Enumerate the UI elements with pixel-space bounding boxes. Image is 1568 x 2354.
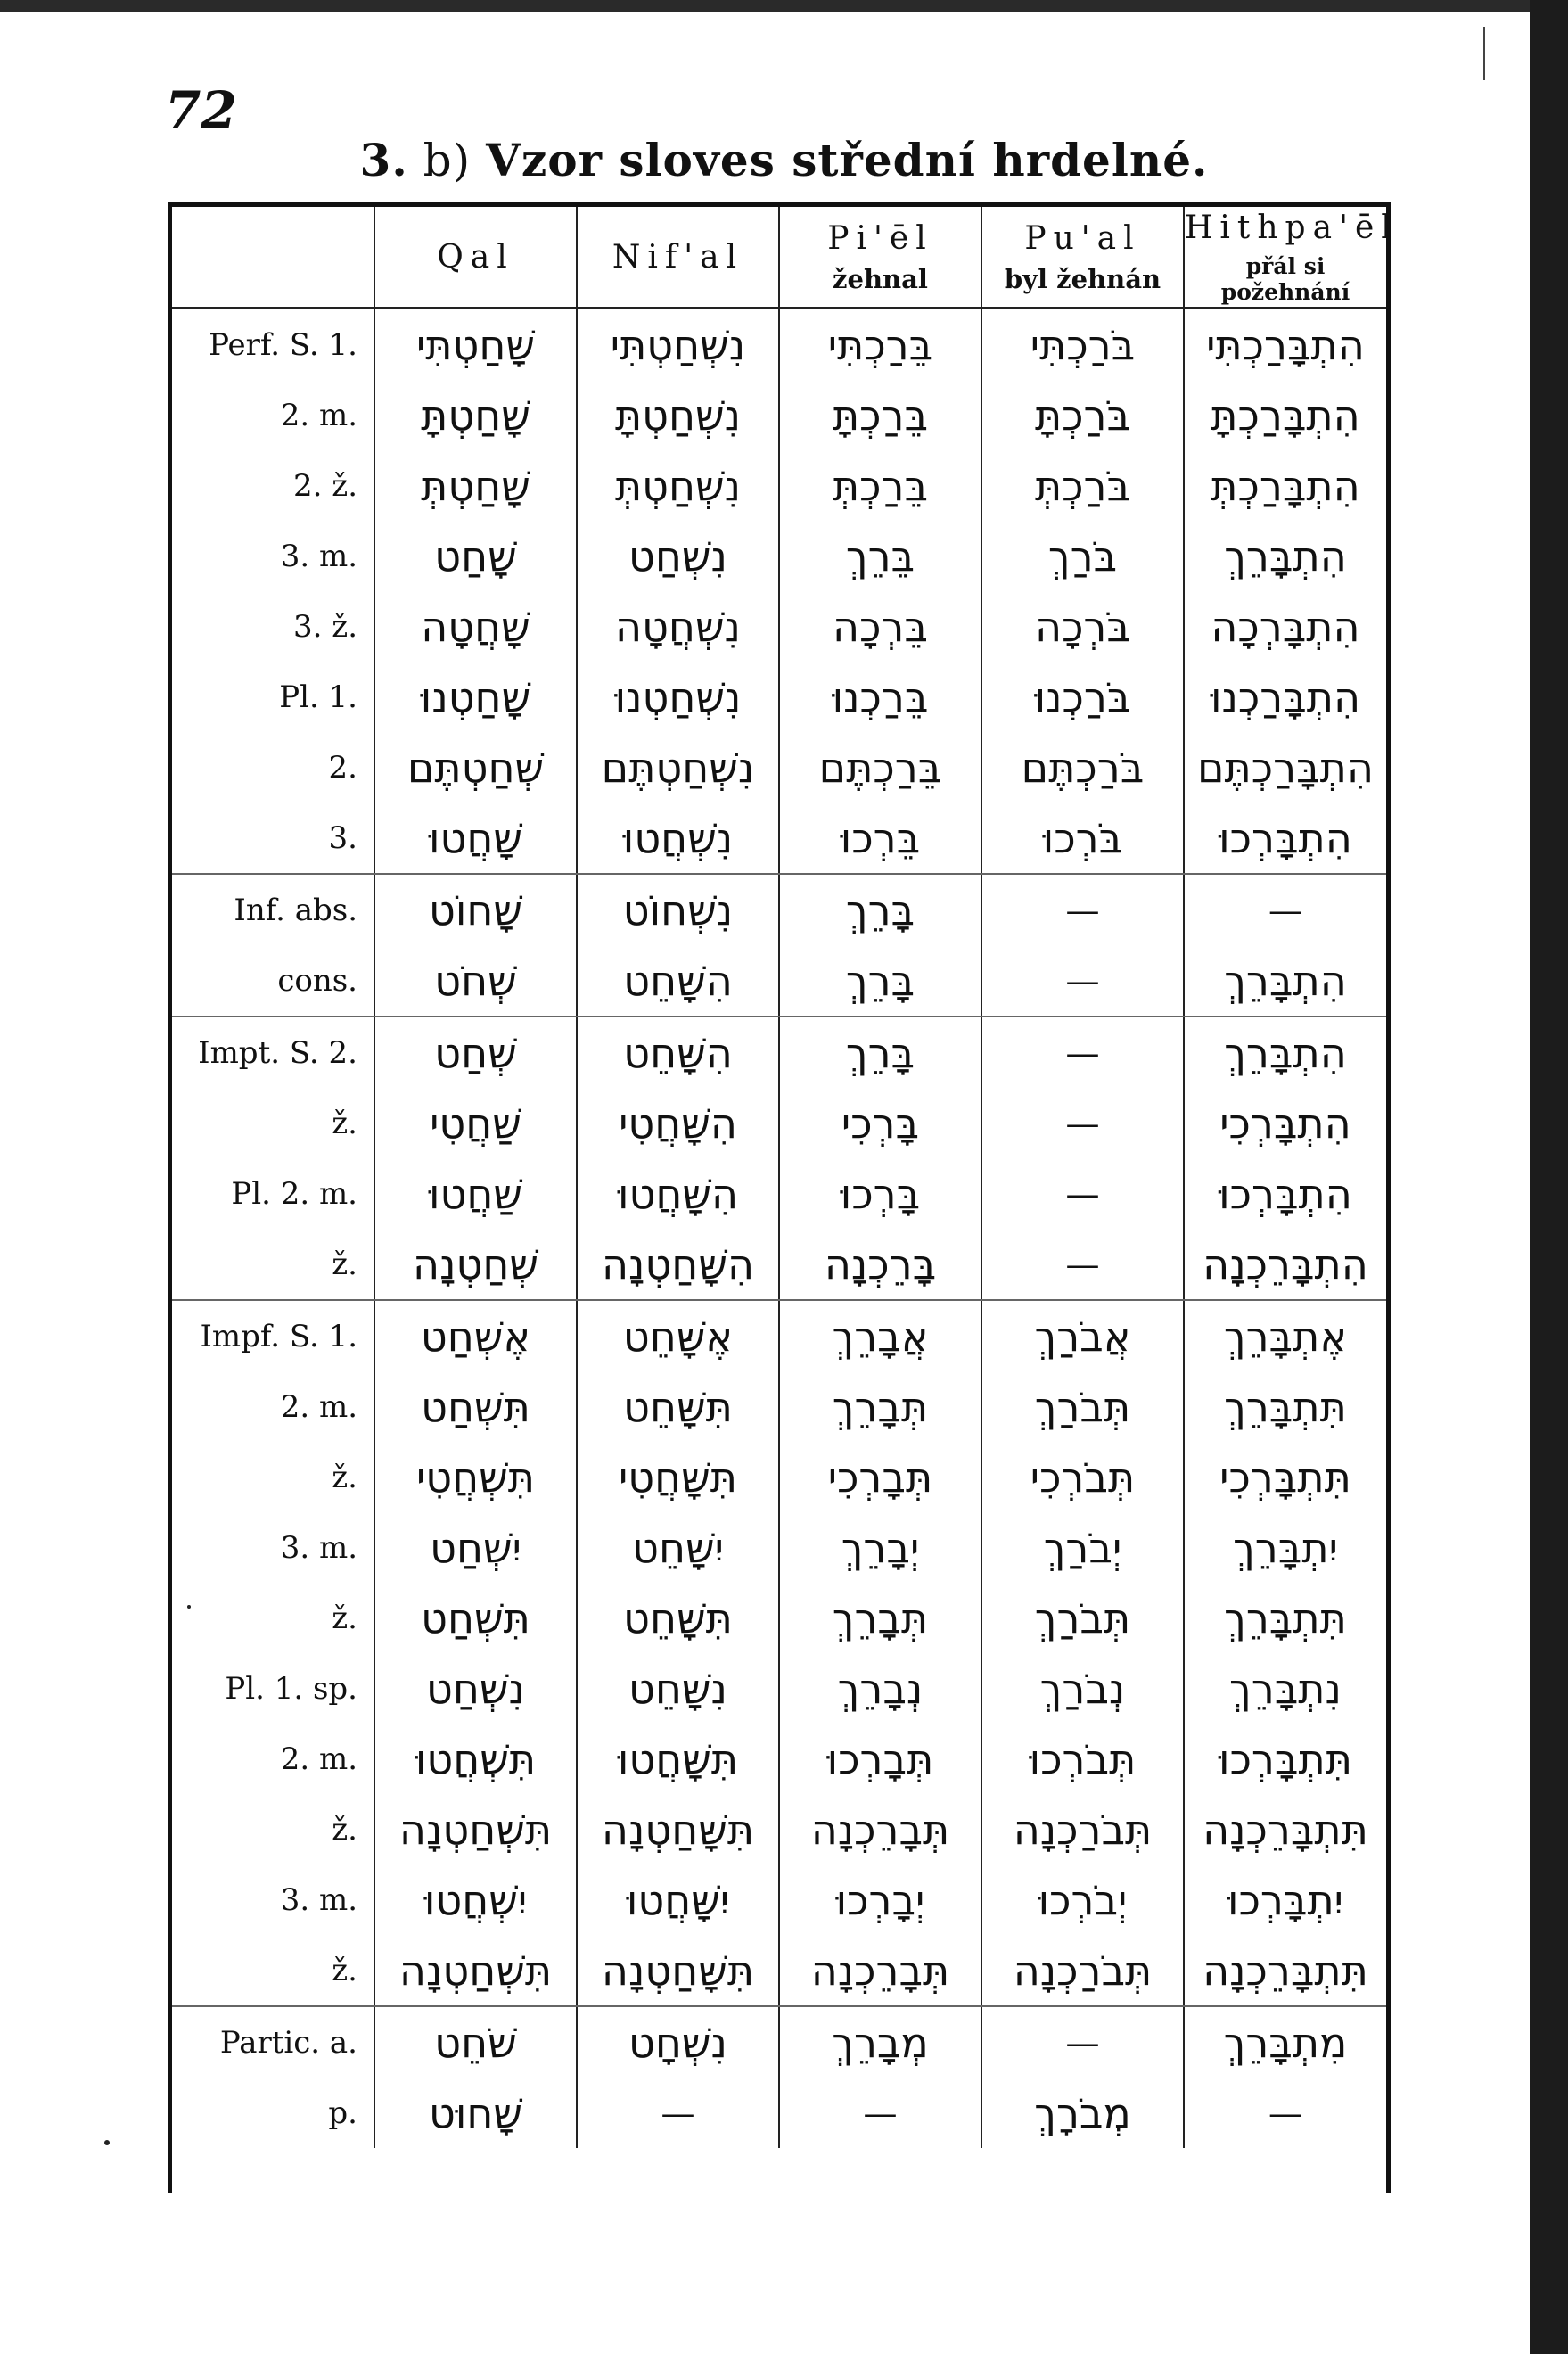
form-cell: בֵּרַכְנוּ — [779, 662, 981, 732]
form-cell: בֹּרְכוּ — [981, 802, 1184, 874]
row-label: 2. m. — [280, 1741, 357, 1777]
column-header — [981, 207, 1184, 309]
form-cell: הִשָּׁחַטְנָה — [577, 1229, 779, 1300]
row-label: ž. — [332, 1600, 357, 1636]
form-cell: אֶתְבָּרֵךְ — [1184, 1300, 1386, 1371]
form-cell: — — [577, 2078, 779, 2148]
form-cell: נִשְׁחַטְתֶּם — [577, 732, 779, 802]
form-cell: — — [981, 945, 1184, 1017]
form-cell: — — [981, 1158, 1184, 1229]
form-cell: תִּתְבָּרֵכְנָה — [1184, 1935, 1386, 2006]
table-row — [172, 450, 1386, 521]
form-cell: הִתְבָּרַכְתֶּם — [1184, 732, 1386, 802]
row-label: ž. — [332, 1459, 357, 1495]
form-cell: — — [981, 874, 1184, 945]
table-row — [172, 1088, 1386, 1158]
table-row — [172, 1512, 1386, 1583]
form-cell: תְּבֹרְכִי — [981, 1442, 1184, 1512]
form-cell: בֵּרֵךְ — [779, 521, 981, 591]
scan-mark — [1483, 27, 1485, 80]
row-label: ž. — [332, 1105, 357, 1141]
form-cell: אֲבֹרַךְ — [981, 1300, 1184, 1371]
form-cell: הִשָּׁחֲטִי — [577, 1088, 779, 1158]
row-label: 3. — [172, 802, 374, 874]
form-cell: שָׁחַטְתָּ — [374, 380, 577, 450]
form-cell: בֹּרַךְ — [981, 521, 1184, 591]
row-label: 3. m. — [280, 1529, 357, 1566]
form-cell: תִּשְׁחַטְנָה — [374, 1935, 577, 2006]
table-row — [172, 1794, 1386, 1864]
form-cell: הִתְבָּרְכִי — [1184, 1088, 1386, 1158]
row-label: 2. m. — [280, 1388, 357, 1425]
form-cell: שָׁחַטְנוּ — [374, 662, 577, 732]
form-cell: בֵּרְכוּ — [779, 802, 981, 874]
form-cell: תִּשָּׁחַטְנָה — [577, 1935, 779, 2006]
table-row — [172, 1864, 1386, 1935]
form-cell: יִתְבָּרְכוּ — [1184, 1864, 1386, 1935]
table-row — [172, 1300, 1386, 1371]
form-cell: — — [779, 2078, 981, 2148]
form-cell: תִּשְׁחַט — [374, 1371, 577, 1442]
column-header — [1184, 207, 1399, 309]
form-cell: — — [981, 1229, 1184, 1300]
form-cell: בֵּרַכְתְּ — [779, 450, 981, 521]
table-row — [172, 1653, 1386, 1724]
form-cell: נִשְׁחַט — [577, 521, 779, 591]
form-cell: אֶשְׁחַט — [374, 1300, 577, 1371]
form-cell: אֲבָרֵךְ — [779, 1300, 981, 1371]
form-cell: נִשְׁחַטְנוּ — [577, 662, 779, 732]
table-row — [172, 1017, 1386, 1088]
form-cell: בָּרְכִי — [779, 1088, 981, 1158]
form-cell: יְבָרֵךְ — [779, 1512, 981, 1583]
form-cell: תִּתְבָּרְכוּ — [1184, 1724, 1386, 1794]
column-header — [779, 207, 981, 309]
form-cell: תִּשָּׁחֵט — [577, 1583, 779, 1653]
form-cell: תְּבָרֵךְ — [779, 1583, 981, 1653]
form-cell: שָׁחֲטָה — [374, 591, 577, 662]
form-cell: יִשְׁחַט — [374, 1512, 577, 1583]
form-cell: תְּבָרֵכְנָה — [779, 1935, 981, 2006]
form-cell: יְבֹרַךְ — [981, 1512, 1184, 1583]
row-label: p. — [328, 2095, 357, 2131]
table-row — [172, 1229, 1386, 1300]
paradigm-table-frame — [168, 202, 1399, 2194]
form-cell: נִשָּׁחֵט — [577, 1653, 779, 1724]
form-cell: תְּבָרֵךְ — [779, 1371, 981, 1442]
form-cell: נִשְׁחֲטָה — [577, 591, 779, 662]
table-row — [172, 2006, 1386, 2078]
form-cell: נְבָרֵךְ — [779, 1653, 981, 1724]
form-cell: יְבָרְכוּ — [779, 1864, 981, 1935]
form-cell: שְׁחַטְתֶּם — [374, 732, 577, 802]
form-cell: בָּרֵךְ — [779, 945, 981, 1017]
table-row — [172, 1583, 1386, 1653]
form-cell: שָׁחוֹט — [374, 874, 577, 945]
form-cell: נִשְׁחָט — [577, 2006, 779, 2078]
form-cell: בֵּרְכָה — [779, 591, 981, 662]
form-cell: תְּבָרְכוּ — [779, 1724, 981, 1794]
paradigm-table — [172, 207, 1399, 2148]
form-cell: שְׁחֹט — [374, 945, 577, 1017]
form-cell: תִּשָּׁחֵט — [577, 1371, 779, 1442]
form-cell: תִּשְׁחַט — [374, 1583, 577, 1653]
title-number: 3. — [359, 134, 408, 186]
form-cell: בֹּרַכְנוּ — [981, 662, 1184, 732]
row-label: ž. — [172, 1229, 374, 1300]
form-cell: נְבֹרַךְ — [981, 1653, 1184, 1724]
column-header — [374, 207, 577, 309]
form-cell: הִשָּׁחֲטוּ — [577, 1158, 779, 1229]
form-cell: תְּבֹרַכְנָה — [981, 1935, 1184, 2006]
table-row — [172, 2078, 1386, 2148]
table-row — [172, 380, 1386, 450]
column-name: Hithpa'ēl — [1185, 209, 1399, 246]
row-label: 2. m. — [280, 397, 357, 433]
form-cell: מְבָרֵךְ — [779, 2006, 981, 2078]
form-cell: יִתְבָּרֵךְ — [1184, 1512, 1386, 1583]
form-cell: הִתְבָּרַכְנוּ — [1184, 662, 1386, 732]
table-row — [172, 1158, 1386, 1229]
form-cell: — — [1184, 874, 1386, 945]
table-row — [172, 591, 1386, 662]
form-cell: הִתְבָּרְכוּ — [1184, 1158, 1386, 1229]
row-label: ž. — [332, 1811, 357, 1848]
form-cell: נִשְׁחַטְתְּ — [577, 450, 779, 521]
table-row — [172, 874, 1386, 945]
row-label: ž. — [172, 1935, 374, 2006]
row-label: Perf. S. 1. — [209, 326, 357, 363]
column-gloss: žehnal — [833, 263, 928, 294]
form-cell: בֹּרַכְתָּ — [981, 380, 1184, 450]
form-cell: תְּבֹרַכְנָה — [981, 1794, 1184, 1864]
form-cell: יְבֹרְכוּ — [981, 1864, 1184, 1935]
table-row — [172, 1935, 1386, 2006]
form-cell: בָּרְכוּ — [779, 1158, 981, 1229]
form-cell: תְּבֹרְכוּ — [981, 1724, 1184, 1794]
row-label: Impf. S. 1. — [200, 1318, 357, 1354]
row-label: 2. — [328, 749, 357, 786]
page-title — [0, 134, 1568, 186]
row-label: Pl. 2. m. — [231, 1175, 357, 1212]
table-row — [172, 1724, 1386, 1794]
form-cell: שָׁחַט — [374, 521, 577, 591]
table-row — [172, 1442, 1386, 1512]
form-cell: תִּשְׁחֲטִי — [374, 1442, 577, 1512]
form-cell: תְּבֹרַךְ — [981, 1583, 1184, 1653]
form-cell: תִּשָּׁחֲטִי — [577, 1442, 779, 1512]
form-cell: הִתְבָּרֵךְ — [1184, 521, 1386, 591]
form-cell: הִתְבָּרֵךְ — [1184, 945, 1386, 1017]
row-label: 3. m. — [280, 538, 357, 574]
table-row — [172, 662, 1386, 732]
form-cell: בָּרֵךְ — [779, 1017, 981, 1088]
form-cell: תִּתְבָּרֵכְנָה — [1184, 1794, 1386, 1864]
form-cell: שָׁחֲטוּ — [374, 802, 577, 874]
form-cell: תְּבֹרַךְ — [981, 1371, 1184, 1442]
form-cell: בֵּרַכְתָּ — [779, 380, 981, 450]
form-cell: — — [981, 1088, 1184, 1158]
table-row — [172, 521, 1386, 591]
form-cell: הִשָּׁחֵט — [577, 945, 779, 1017]
form-cell: נִשְׁחַט — [374, 1653, 577, 1724]
form-cell: בֵּרַכְתֶּם — [779, 732, 981, 802]
scan-speck — [187, 1605, 191, 1609]
form-cell: תִּתְבָּרֵךְ — [1184, 1583, 1386, 1653]
form-cell: תִּשָּׁחַטְנָה — [577, 1794, 779, 1864]
column-gloss: přál si požehnání — [1220, 252, 1350, 305]
form-cell: בֹּרַכְתְּ — [981, 450, 1184, 521]
table-row — [172, 309, 1386, 381]
form-cell: בָּרֵכְנָה — [779, 1229, 981, 1300]
form-cell: שַׁחֲטִי — [374, 1088, 577, 1158]
form-cell: הִתְבָּרַכְתָּ — [1184, 380, 1386, 450]
table-row — [172, 802, 1386, 874]
row-label: 3. ž. — [293, 608, 357, 645]
table-row — [172, 1371, 1386, 1442]
column-gloss: byl žehnán — [1004, 263, 1162, 294]
form-cell: מִתְבָּרֵךְ — [1184, 2006, 1386, 2078]
form-cell: שָׁחַטְתְּ — [374, 450, 577, 521]
row-label: Pl. 1. — [279, 679, 357, 715]
form-cell: יִשְׁחֲטוּ — [374, 1864, 577, 1935]
table-row — [172, 945, 1386, 1017]
form-cell: הִתְבָּרְכָה — [1184, 591, 1386, 662]
column-name: Qal — [437, 238, 514, 276]
row-label: Pl. 1. sp. — [225, 1670, 357, 1707]
form-cell: בֹּרַכְתֶּם — [981, 732, 1184, 802]
form-cell: שֹׁחֵט — [374, 2006, 577, 2078]
row-label: Inf. abs. — [234, 892, 357, 928]
page-number: 72 — [165, 80, 237, 141]
form-cell: הִתְבָּרֵךְ — [1184, 1017, 1386, 1088]
form-cell: — — [981, 2006, 1184, 2078]
form-cell: תִּתְבָּרְכִי — [1184, 1442, 1386, 1512]
form-cell: בֹּרְכָה — [981, 591, 1184, 662]
header-corner — [172, 207, 374, 309]
row-label: Partic. a. — [219, 2024, 357, 2061]
form-cell: הִתְבָּרֵכְנָה — [1184, 1229, 1386, 1300]
form-cell: תִּשְׁחַטְנָה — [374, 1794, 577, 1864]
column-name: Pu'al — [1024, 219, 1141, 257]
form-cell: הִתְבָּרַכְתְּ — [1184, 450, 1386, 521]
row-label: cons. — [172, 945, 374, 1017]
form-cell: נִתְבָּרֵךְ — [1184, 1653, 1386, 1724]
form-cell: נִשְׁחֲטוּ — [577, 802, 779, 874]
form-cell: הִשָּׁחֵט — [577, 1017, 779, 1088]
scan-right-edge — [1530, 0, 1568, 2354]
form-cell: שְׁחַטְנָה — [374, 1229, 577, 1300]
column-header — [577, 207, 779, 309]
form-cell: מְבֹרָךְ — [981, 2078, 1184, 2148]
scan-speck — [104, 2140, 110, 2145]
form-cell: הִתְבָּרְכוּ — [1184, 802, 1386, 874]
column-name: Pi'ēl — [827, 219, 933, 257]
form-cell: שָׁחַטְתִּי — [374, 309, 577, 381]
form-cell: בֹּרַכְתִּי — [981, 309, 1184, 381]
row-label: 3. m. — [280, 1881, 357, 1918]
form-cell: נִשְׁחַטְתִּי — [577, 309, 779, 381]
form-cell: בָּרֵךְ — [779, 874, 981, 945]
header-row — [172, 207, 1386, 309]
title-subsection: b) — [423, 135, 472, 186]
form-cell: — — [981, 1017, 1184, 1088]
form-cell: יִשָּׁחֵט — [577, 1512, 779, 1583]
title-text: Vzor sloves střední hrdelné. — [486, 134, 1209, 186]
form-cell: בֵּרַכְתִּי — [779, 309, 981, 381]
table-row — [172, 732, 1386, 802]
form-cell: תִּשָּׁחֲטוּ — [577, 1724, 779, 1794]
form-cell: תִּתְבָּרֵךְ — [1184, 1371, 1386, 1442]
form-cell: שָׁחוּט — [374, 2078, 577, 2148]
form-cell: תְּבָרֵכְנָה — [779, 1794, 981, 1864]
form-cell: שְׁחַט — [374, 1017, 577, 1088]
table-body — [172, 309, 1386, 2149]
form-cell: אֶשָּׁחֵט — [577, 1300, 779, 1371]
form-cell: — — [1184, 2078, 1386, 2148]
scan-top-edge — [0, 0, 1568, 12]
form-cell: תִּשְׁחֲטוּ — [374, 1724, 577, 1794]
form-cell: נִשְׁחַטְתָּ — [577, 380, 779, 450]
row-label: Impt. S. 2. — [198, 1034, 357, 1071]
form-cell: הִתְבָּרַכְתִּי — [1184, 309, 1386, 381]
column-name: Nif'al — [612, 238, 744, 276]
row-label: 2. ž. — [293, 467, 357, 504]
form-cell: שַׁחֲטוּ — [374, 1158, 577, 1229]
form-cell: תְּבָרְכִי — [779, 1442, 981, 1512]
form-cell: נִשְׁחוֹט — [577, 874, 779, 945]
form-cell: יִשָּׁחֲטוּ — [577, 1864, 779, 1935]
